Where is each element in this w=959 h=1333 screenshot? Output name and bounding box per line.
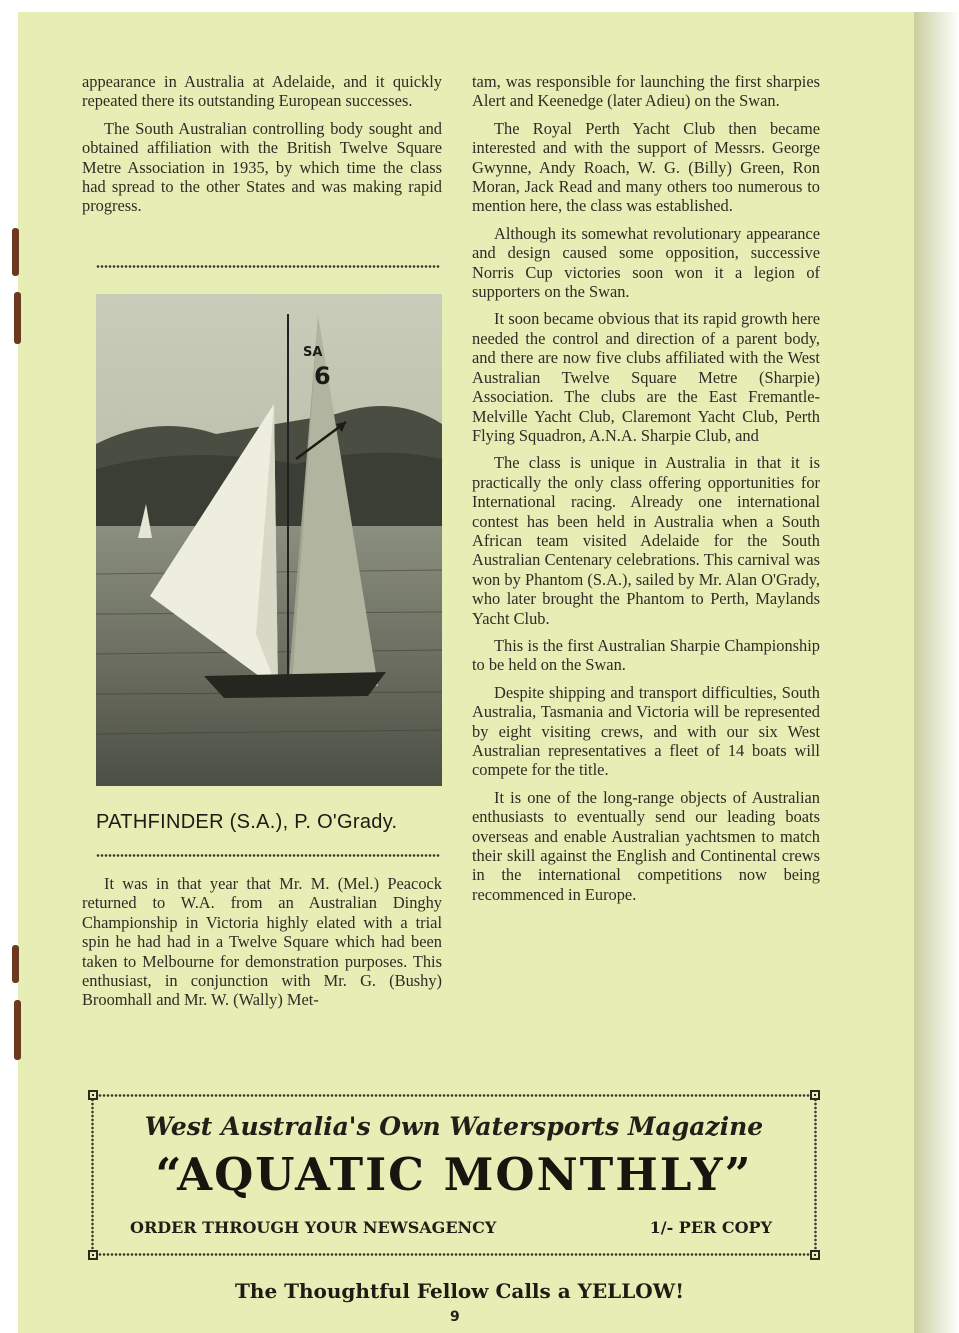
advert-corner-top-left (88, 1090, 98, 1100)
paragraph: The Royal Perth Yacht Club then became interested and with the support of Messrs. George Gwynne, Andy Roach, W. G. (Billy) Green, Ron Moran, Jack Read and many others too numerous to mention here, the class was established. (472, 118, 820, 216)
binding-staple-top (12, 228, 19, 276)
paragraph: This is the first Australian Sharpie Championship to be held on the Swan. (472, 635, 820, 675)
advert-border-top (94, 1093, 814, 1098)
advert-title: “AQUATIC MONTHLY” (155, 1148, 753, 1201)
binding-staple-lower (12, 945, 19, 983)
page-number: 9 (450, 1309, 460, 1325)
magazine-advert (88, 1090, 820, 1260)
page-edge-shadow (914, 12, 959, 1333)
paragraph: It was in that year that Mr. M. (Mel.) Peacock returned to W.A. from an Australian Dinghy Championship in Victoria highly elated with a trial spin he had had in a Twelve Square which had been taken to Melbourne for demonstration purposes. This enthusiast, in conjunction with Mr. G. (Bushy) Broomhall and Mr. W. (Wally) Met- (82, 874, 442, 1010)
sailboat-photo (96, 294, 442, 786)
sail-state-mark: SA (303, 345, 323, 360)
advert-order-text: ORDER THROUGH YOUR NEWSAGENCY (130, 1218, 497, 1237)
article-column-left-top (82, 72, 442, 224)
footer-slogan: The Thoughtful Fellow Calls a YELLOW! (235, 1279, 684, 1303)
advert-corner-top-right (810, 1090, 820, 1100)
article-column-left-bottom (82, 874, 442, 1018)
paragraph: Despite shipping and transport difficulties, South Australia, Tasmania and Victoria will be represented by eight visiting crews, and with our six West Australian representatives a fleet of 14 boats will compete for the title. (472, 682, 820, 780)
binding-staple-bottom (14, 1000, 21, 1060)
paragraph: The South Australian controlling body sought and obtained affiliation with the British Twelve Square Metre Association in 1935, by which time the class had spread to the other States and was making rapid progress. (82, 118, 442, 216)
photo-caption: PATHFINDER (S.A.), P. O'Grady. (96, 811, 398, 833)
paragraph: It soon became obvious that its rapid growth here needed the control and direction of a parent body, and there are now five clubs affiliated with the West Australian Twelve Square Metre (Sharpie) Association. The clubs are the East Fremantle-Melville Yacht Club, Claremont Yacht Club, Perth Flying Squadron, A.N.A. Sharpie Club, and (472, 309, 820, 445)
paragraph: tam, was responsible for launching the first sharpies Alert and Keenedge (later Adieu) on the Swan. (472, 72, 820, 111)
dotted-divider-bottom (96, 853, 440, 858)
article-column-right (472, 72, 820, 912)
paragraph: The class is unique in Australia in that it is practically the only class offering opportunities for International racing. Already one international contest has been held in Australia when a South African team visited Adelaide for the South Australian Centenary celebrations. This carnival was won by Phantom (S.A.), sailed by Mr. Alan O'Grady, who later brought the Phantom to Perth, Maylands Yacht Club. (472, 453, 820, 628)
paragraph: It is one of the long-range objects of Australian enthusiasts to eventually send our leading boats overseas and enable Australian yachtsmen to match their skill against the English and Continental crews in the international competitions now being recommenced in Europe. (472, 787, 820, 904)
advert-price: 1/- PER COPY (649, 1218, 772, 1237)
advert-tagline: West Australia's Own Watersports Magazine (144, 1112, 764, 1141)
advert-border-bottom (94, 1252, 814, 1257)
paragraph: appearance in Australia at Adelaide, and it quickly repeated there its outstanding European successes. (82, 72, 442, 111)
advert-corner-bottom-left (88, 1250, 98, 1260)
binding-staple-upper (14, 292, 21, 344)
advert-corner-bottom-right (810, 1250, 820, 1260)
sail-number: 6 (314, 362, 331, 390)
dotted-divider-top (96, 264, 440, 269)
paragraph: Although its somewhat revolutionary appearance and design caused some opposition, successive Norris Cup victories soon won it a legion of supporters on the Swan. (472, 223, 820, 302)
